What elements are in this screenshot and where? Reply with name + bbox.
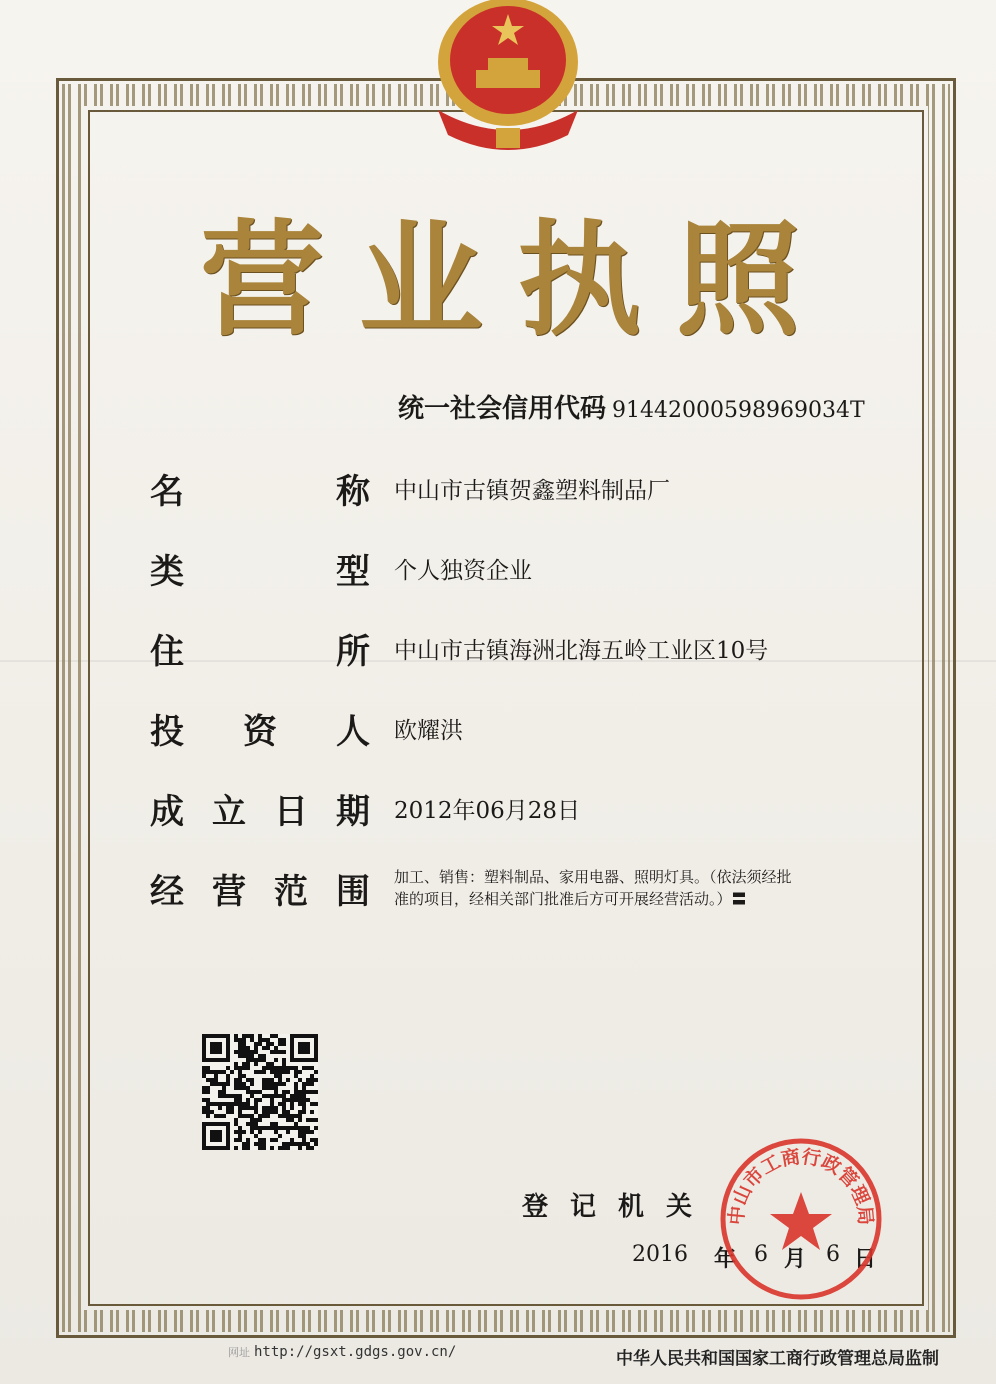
field-address <box>150 618 910 678</box>
title-char: 照 <box>675 208 800 353</box>
field-label <box>150 458 370 518</box>
issue-month-char: 月 <box>784 1247 807 1272</box>
label-char: 营 <box>212 871 246 912</box>
field-investor <box>150 698 910 758</box>
business-scope-text <box>394 866 894 910</box>
scope-line: 加工、销售：塑料制品、家用电器、照明灯具。（依法须经批 <box>394 868 792 886</box>
title-char: 营 <box>200 208 325 353</box>
field-value: 2012年06月28日 <box>394 797 581 824</box>
seal-text: 中山市工商行政管理局 <box>725 1145 877 1226</box>
national-emblem-icon <box>418 0 598 170</box>
authority-char: 机 <box>617 1191 644 1222</box>
label-char: 名 <box>150 471 184 512</box>
registration-authority <box>522 1184 692 1224</box>
field-label <box>150 538 370 598</box>
field-label <box>150 698 370 758</box>
issue-day: 6 <box>826 1242 840 1267</box>
label-char: 资 <box>243 711 277 752</box>
label-char: 立 <box>212 791 246 832</box>
label-char: 型 <box>336 551 370 592</box>
label-char: 经 <box>150 871 184 912</box>
authority-char: 关 <box>665 1191 692 1222</box>
title-char: 业 <box>358 208 483 353</box>
website-url[interactable] <box>228 1344 456 1360</box>
issue-year: 2016 <box>632 1242 688 1267</box>
field-value: 中山市古镇海洲北海五岭工业区10号 <box>394 637 769 664</box>
label-char: 类 <box>150 551 184 592</box>
label-char: 投 <box>150 711 184 752</box>
field-value: 中山市古镇贺鑫塑料制品厂 <box>394 477 670 504</box>
label-char: 称 <box>336 471 370 512</box>
field-label <box>150 618 370 678</box>
field-value: 欧耀洪 <box>394 717 463 744</box>
official-seal-icon <box>716 1134 886 1304</box>
label-char: 所 <box>336 631 370 672</box>
field-established-date <box>150 778 910 838</box>
label-char: 范 <box>274 871 308 912</box>
url-text: http://gsxt.gdgs.gov.cn/ <box>254 1344 457 1360</box>
field-value: 个人独资企业 <box>394 557 532 584</box>
label-char: 期 <box>336 791 370 832</box>
authority-char: 记 <box>569 1191 596 1222</box>
authority-char: 登 <box>522 1191 549 1222</box>
license-title <box>200 195 800 353</box>
label-char: 成 <box>150 791 184 832</box>
label-char: 围 <box>336 871 370 912</box>
issuer-footer: 中华人民共和国国家工商行政管理总局监制 <box>616 1349 939 1369</box>
label-char: 日 <box>274 791 308 832</box>
issue-month: 6 <box>754 1242 768 1267</box>
credit-code <box>398 388 865 424</box>
field-name <box>150 458 910 518</box>
qr-code-icon <box>202 1034 318 1150</box>
label-char: 人 <box>336 711 370 752</box>
url-prefix: 网址 <box>228 1346 250 1359</box>
field-type <box>150 538 910 598</box>
field-label <box>150 858 370 918</box>
scope-line: 准的项目，经相关部门批准后方可开展经营活动。）〓 <box>394 890 747 908</box>
credit-code-value: 91442000598969034T <box>612 398 865 423</box>
field-label <box>150 778 370 838</box>
title-char: 执 <box>517 208 642 353</box>
issue-year-char: 年 <box>714 1247 737 1272</box>
issue-day-char: 日 <box>854 1247 877 1272</box>
label-char: 住 <box>150 631 184 672</box>
credit-code-label: 统一社会信用代码 <box>398 394 607 424</box>
